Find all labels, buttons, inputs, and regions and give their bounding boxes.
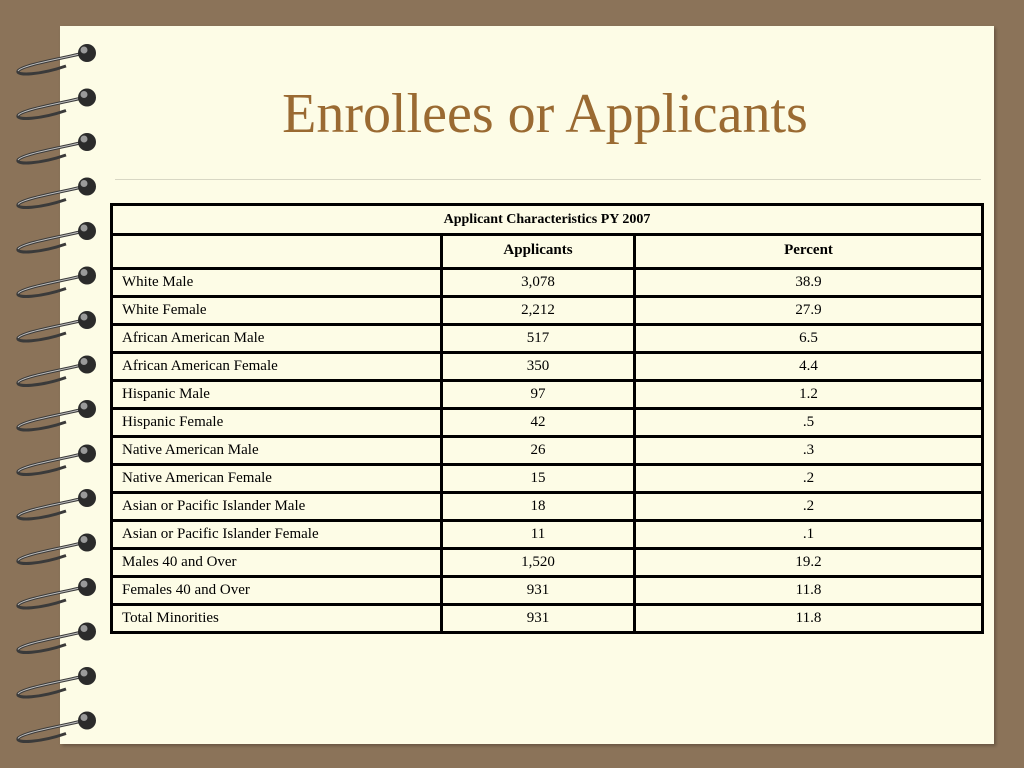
- row-applicants: 26: [442, 437, 635, 465]
- binding-ring: [18, 356, 96, 386]
- row-applicants: 97: [442, 381, 635, 409]
- row-percent: .3: [635, 437, 983, 465]
- row-percent: 1.2: [635, 381, 983, 409]
- row-percent: 27.9: [635, 297, 983, 325]
- row-applicants: 3,078: [442, 269, 635, 297]
- row-percent: 11.8: [635, 577, 983, 605]
- binding-ring: [18, 712, 96, 742]
- row-percent: .2: [635, 465, 983, 493]
- binding-ring: [18, 133, 96, 163]
- table-caption: Applicant Characteristics PY 2007: [112, 205, 983, 235]
- row-label: Males 40 and Over: [112, 549, 442, 577]
- binding-ring: [18, 489, 96, 519]
- table-row: [112, 577, 983, 605]
- row-applicants: 18: [442, 493, 635, 521]
- row-percent: 19.2: [635, 549, 983, 577]
- row-applicants: 350: [442, 353, 635, 381]
- binding-ring: [18, 44, 96, 74]
- row-applicants: 517: [442, 325, 635, 353]
- row-percent: 6.5: [635, 325, 983, 353]
- table-caption-row: [112, 205, 983, 235]
- row-percent: 38.9: [635, 269, 983, 297]
- table-row: [112, 409, 983, 437]
- table-header-row: [112, 235, 983, 269]
- row-percent: 4.4: [635, 353, 983, 381]
- row-applicants: 11: [442, 521, 635, 549]
- binding-ring: [18, 267, 96, 297]
- title-divider: [115, 179, 981, 180]
- table-row: [112, 521, 983, 549]
- row-percent: .5: [635, 409, 983, 437]
- table-row: [112, 353, 983, 381]
- table-row: [112, 269, 983, 297]
- binding-ring: [18, 534, 96, 564]
- table-row: [112, 605, 983, 633]
- row-label: Asian or Pacific Islander Male: [112, 493, 442, 521]
- row-label: Hispanic Male: [112, 381, 442, 409]
- row-applicants: 42: [442, 409, 635, 437]
- table-row: [112, 381, 983, 409]
- header-blank: [112, 235, 442, 269]
- row-percent: 11.8: [635, 605, 983, 633]
- row-applicants: 931: [442, 577, 635, 605]
- binding-ring: [18, 578, 96, 608]
- row-applicants: 15: [442, 465, 635, 493]
- table-row: [112, 437, 983, 465]
- row-label: Native American Male: [112, 437, 442, 465]
- binding-ring: [18, 311, 96, 341]
- row-applicants: 931: [442, 605, 635, 633]
- row-label: African American Male: [112, 325, 442, 353]
- binding-ring: [18, 178, 96, 208]
- row-percent: .2: [635, 493, 983, 521]
- table-row: [112, 297, 983, 325]
- row-label: Females 40 and Over: [112, 577, 442, 605]
- binding-ring: [18, 400, 96, 430]
- row-percent: .1: [635, 521, 983, 549]
- table-row: [112, 465, 983, 493]
- row-label: Asian or Pacific Islander Female: [112, 521, 442, 549]
- row-label: Hispanic Female: [112, 409, 442, 437]
- row-label: White Male: [112, 269, 442, 297]
- row-label: African American Female: [112, 353, 442, 381]
- row-applicants: 1,520: [442, 549, 635, 577]
- applicant-table: [110, 203, 984, 634]
- table-row: [112, 325, 983, 353]
- slide-title: Enrollees or Applicants: [282, 83, 808, 145]
- row-label: Total Minorities: [112, 605, 442, 633]
- binding-ring: [18, 445, 96, 475]
- spiral-binding: [0, 0, 110, 768]
- binding-ring: [18, 623, 96, 653]
- header-applicants: Applicants: [442, 235, 635, 269]
- table-row: [112, 493, 983, 521]
- row-label: White Female: [112, 297, 442, 325]
- table-row: [112, 549, 983, 577]
- header-percent: Percent: [635, 235, 983, 269]
- binding-ring: [18, 89, 96, 119]
- row-applicants: 2,212: [442, 297, 635, 325]
- binding-ring: [18, 222, 96, 252]
- row-label: Native American Female: [112, 465, 442, 493]
- binding-ring: [18, 667, 96, 697]
